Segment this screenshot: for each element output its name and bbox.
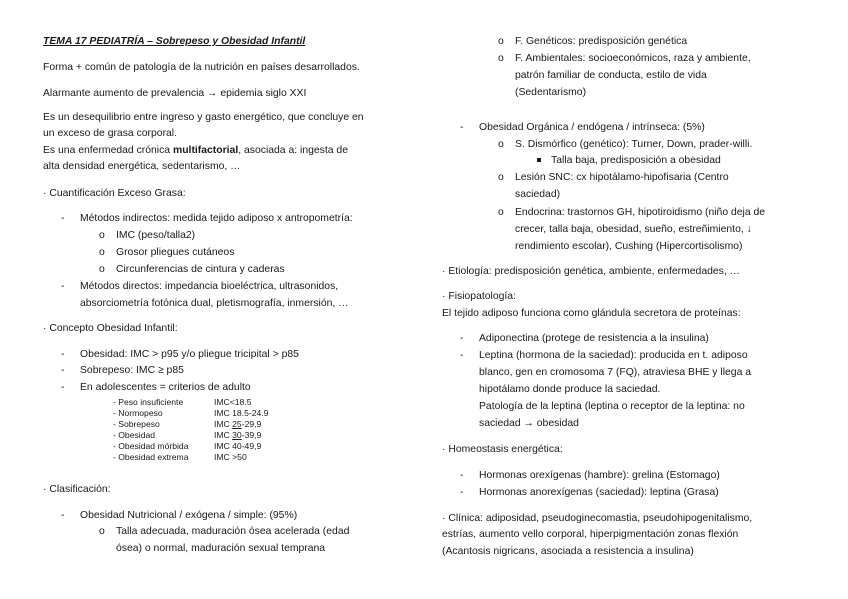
- list-item: patrón familiar de conducta, estilo de vida: [515, 70, 707, 81]
- imc-table-label: - Obesidad: [113, 430, 156, 440]
- imc-table-value: [214, 419, 261, 430]
- paragraph: Forma + común de patología de la nutrición en países desarrollados.: [43, 62, 360, 73]
- list-item: S. Dismórfico (genético): Turner, Down, prader-willi.: [515, 139, 753, 150]
- paragraph: Alarmante aumento de prevalencia → epidemia siglo XXI: [43, 88, 307, 99]
- list-item: Patología de la leptina (leptina o receptor de la leptina: no: [479, 401, 745, 412]
- text-span: , asociada a: ingesta de: [238, 145, 348, 156]
- underlined-text: 30: [232, 430, 242, 440]
- paragraph: (Acantosis nigricans, asociada a resistencia a insulina): [442, 546, 694, 557]
- list-item: Hormonas orexígenas (hambre): grelina (Estomago): [479, 470, 720, 481]
- list-item: blanco, gen en cromosoma 7 (FQ), atraviesa BHE y llega a: [479, 367, 752, 378]
- section-heading: · Homeostasis energética:: [442, 444, 563, 455]
- text-span: -39,9: [241, 430, 262, 440]
- paragraph: · Clínica: adiposidad, pseudoginecomastia, pseudohipogenitalismo,: [442, 513, 753, 524]
- list-item: Adiponectina (protege de resistencia a la insulina): [479, 333, 709, 344]
- paragraph: alta densidad energética, sedentarismo, …: [43, 161, 241, 172]
- square-bullet: [537, 158, 541, 162]
- imc-table-value: IMC >50: [214, 452, 247, 462]
- list-item: crecer, talla baja, obesidad, sueño, estreñimiento, ↓: [515, 224, 752, 235]
- imc-table-label: - Sobrepeso: [113, 419, 160, 429]
- circle-bullet: o: [498, 36, 504, 47]
- list-item: En adolescentes = criterios de adulto: [80, 382, 251, 393]
- list-item: F. Genéticos: predisposición genética: [515, 36, 688, 47]
- text-span: IMC: [214, 419, 233, 429]
- dash-bullet: -: [460, 470, 464, 481]
- list-item: Leptina (hormona de la saciedad): producida en t. adiposo: [479, 350, 748, 361]
- circle-bullet: o: [498, 172, 504, 183]
- list-item: hipotálamo donde produce la saciedad.: [479, 384, 661, 395]
- dash-bullet: -: [61, 510, 65, 521]
- list-item: Métodos indirectos: medida tejido adiposo x antropometría:: [80, 213, 353, 224]
- circle-bullet: o: [498, 207, 504, 218]
- circle-bullet: o: [99, 264, 105, 275]
- list-item: F. Ambientales: socioeconómicos, raza y ambiente,: [515, 53, 751, 64]
- dash-bullet: -: [61, 365, 65, 376]
- dash-bullet: -: [460, 350, 464, 361]
- section-heading: · Etiología: predisposición genética, ambiente, enfermedades, …: [442, 266, 741, 277]
- paragraph: El tejido adiposo funciona como glándula secretora de proteínas:: [442, 308, 741, 319]
- list-item: saciedad): [515, 189, 561, 200]
- imc-table-value: IMC<18.5: [214, 397, 252, 407]
- list-item: Lesión SNC: cx hipotálamo-hipofisaria (Centro: [515, 172, 729, 183]
- section-heading: · Fisiopatología:: [442, 291, 516, 302]
- list-item: ósea) o normal, maduración sexual temprana: [116, 543, 326, 554]
- list-item: Sobrepeso: IMC ≥ p85: [80, 365, 184, 376]
- paragraph: [43, 144, 348, 157]
- text-span: IMC: [214, 430, 233, 440]
- circle-bullet: o: [99, 230, 105, 241]
- paragraph: Es un desequilibrio entre ingreso y gasto energético, que concluye en: [43, 112, 364, 123]
- dash-bullet: -: [61, 349, 65, 360]
- list-item: rendimiento escolar), Cushing (Hipercortisolismo): [515, 241, 743, 252]
- text-span: -29,9: [241, 419, 262, 429]
- list-item: Hormonas anorexígenas (saciedad): leptina (Grasa): [479, 487, 719, 498]
- list-item: Obesidad Orgánica / endógena / intrínseca: (5%): [479, 122, 705, 133]
- list-item: (Sedentarismo): [515, 87, 587, 98]
- text-span: Es una enfermedad crónica: [43, 145, 173, 156]
- imc-table-value: IMC 40-49,9: [214, 441, 262, 451]
- imc-table-value: IMC 18.5-24.9: [214, 408, 269, 418]
- dash-bullet: -: [460, 122, 464, 133]
- list-item: saciedad → obesidad: [479, 418, 579, 429]
- imc-table-label: - Normopeso: [113, 408, 163, 418]
- section-heading: · Cuantificación Exceso Grasa:: [43, 188, 186, 199]
- dash-bullet: -: [61, 281, 65, 292]
- section-heading: · Clasificación:: [43, 484, 111, 495]
- underlined-text: 25: [232, 419, 242, 429]
- list-item: Obesidad Nutricional / exógena / simple: (95%): [80, 510, 298, 521]
- list-item: Talla baja, predisposición a obesidad: [551, 155, 721, 166]
- list-item: Grosor pliegues cutáneos: [116, 247, 235, 258]
- circle-bullet: o: [498, 139, 504, 150]
- list-item: Circunferencias de cintura y caderas: [116, 264, 285, 275]
- list-item: Obesidad: IMC > p95 y/o pliegue tricipital > p85: [80, 349, 299, 360]
- bold-text: multifactorial: [172, 145, 239, 156]
- dash-bullet: -: [460, 487, 464, 498]
- section-heading: · Concepto Obesidad Infantil:: [43, 323, 178, 334]
- paragraph: un exceso de grasa corporal.: [43, 128, 178, 139]
- list-item: Talla adecuada, maduración ósea acelerada (edad: [116, 526, 350, 537]
- dash-bullet: -: [61, 213, 65, 224]
- imc-table-value: [214, 430, 261, 441]
- imc-table-label: - Obesidad mórbida: [113, 441, 189, 451]
- list-item: Endocrina: trastornos GH, hipotiroidismo (niño deja de: [515, 207, 766, 218]
- imc-table-label: - Peso insuficiente: [113, 397, 184, 407]
- list-item: Métodos directos: impedancia bioeléctrica, ultrasonidos,: [80, 281, 339, 292]
- circle-bullet: o: [99, 247, 105, 258]
- list-item: IMC (peso/talla2): [116, 230, 196, 241]
- list-item: absorciometría fotónica dual, pletismografía, inmersión, …: [80, 298, 349, 309]
- circle-bullet: o: [99, 526, 105, 537]
- paragraph: estrías, aumento vello corporal, hiperpigmentación zonas flexión: [442, 529, 739, 540]
- imc-table-label: - Obesidad extrema: [113, 452, 189, 462]
- dash-bullet: -: [460, 333, 464, 344]
- dash-bullet: -: [61, 382, 65, 393]
- page-title: TEMA 17 PEDIATRÍA – Sobrepeso y Obesidad Infantil: [43, 36, 306, 47]
- circle-bullet: o: [498, 53, 504, 64]
